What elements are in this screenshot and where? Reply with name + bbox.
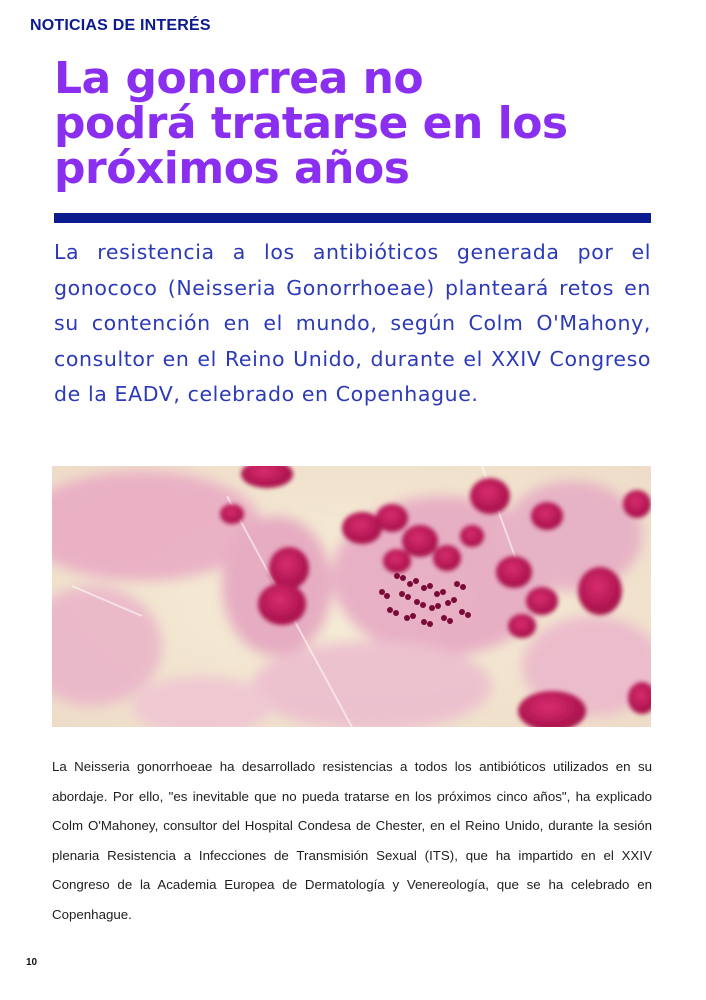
- article-lead: La resistencia a los antibióticos generada por el gonococo (Neisseria Gonorrhoeae) planteará retos en su contención en el mundo, según Colm O'Mahony, consultor en el Reino Unido, durante el XXIV Congreso de la EADV, celebrado en Copenhague.: [54, 240, 651, 407]
- article-title-line: La gonorrea no: [54, 53, 424, 104]
- article-title-line: podrá tratarse en los: [54, 98, 568, 149]
- micrograph-image: [52, 466, 651, 727]
- article-title: [54, 53, 674, 194]
- article-title-line: próximos años: [54, 143, 410, 194]
- section-label: NOTICIAS DE INTERÉS: [30, 17, 211, 34]
- title-divider: [54, 213, 651, 223]
- article-body: La Neisseria gonorrhoeae ha desarrollado resistencias a todos los antibióticos utilizados en su abordaje. Por ello, "es inevitable que no pueda tratarse en los próximos cinco años", ha explicado Colm O'Mahoney, consultor del Hospital Condesa de Chester, en el Reino Unido, durante la sesión plenaria Resistencia a Infecciones de Transmisión Sexual (ITS), que ha impartido en el XXIV Congreso de la Academia Europea de Dermatología y Venereología, que se ha celebrado en Copenhague.: [52, 759, 652, 922]
- micrograph-illustration: [52, 466, 651, 727]
- page-number: 10: [26, 957, 38, 968]
